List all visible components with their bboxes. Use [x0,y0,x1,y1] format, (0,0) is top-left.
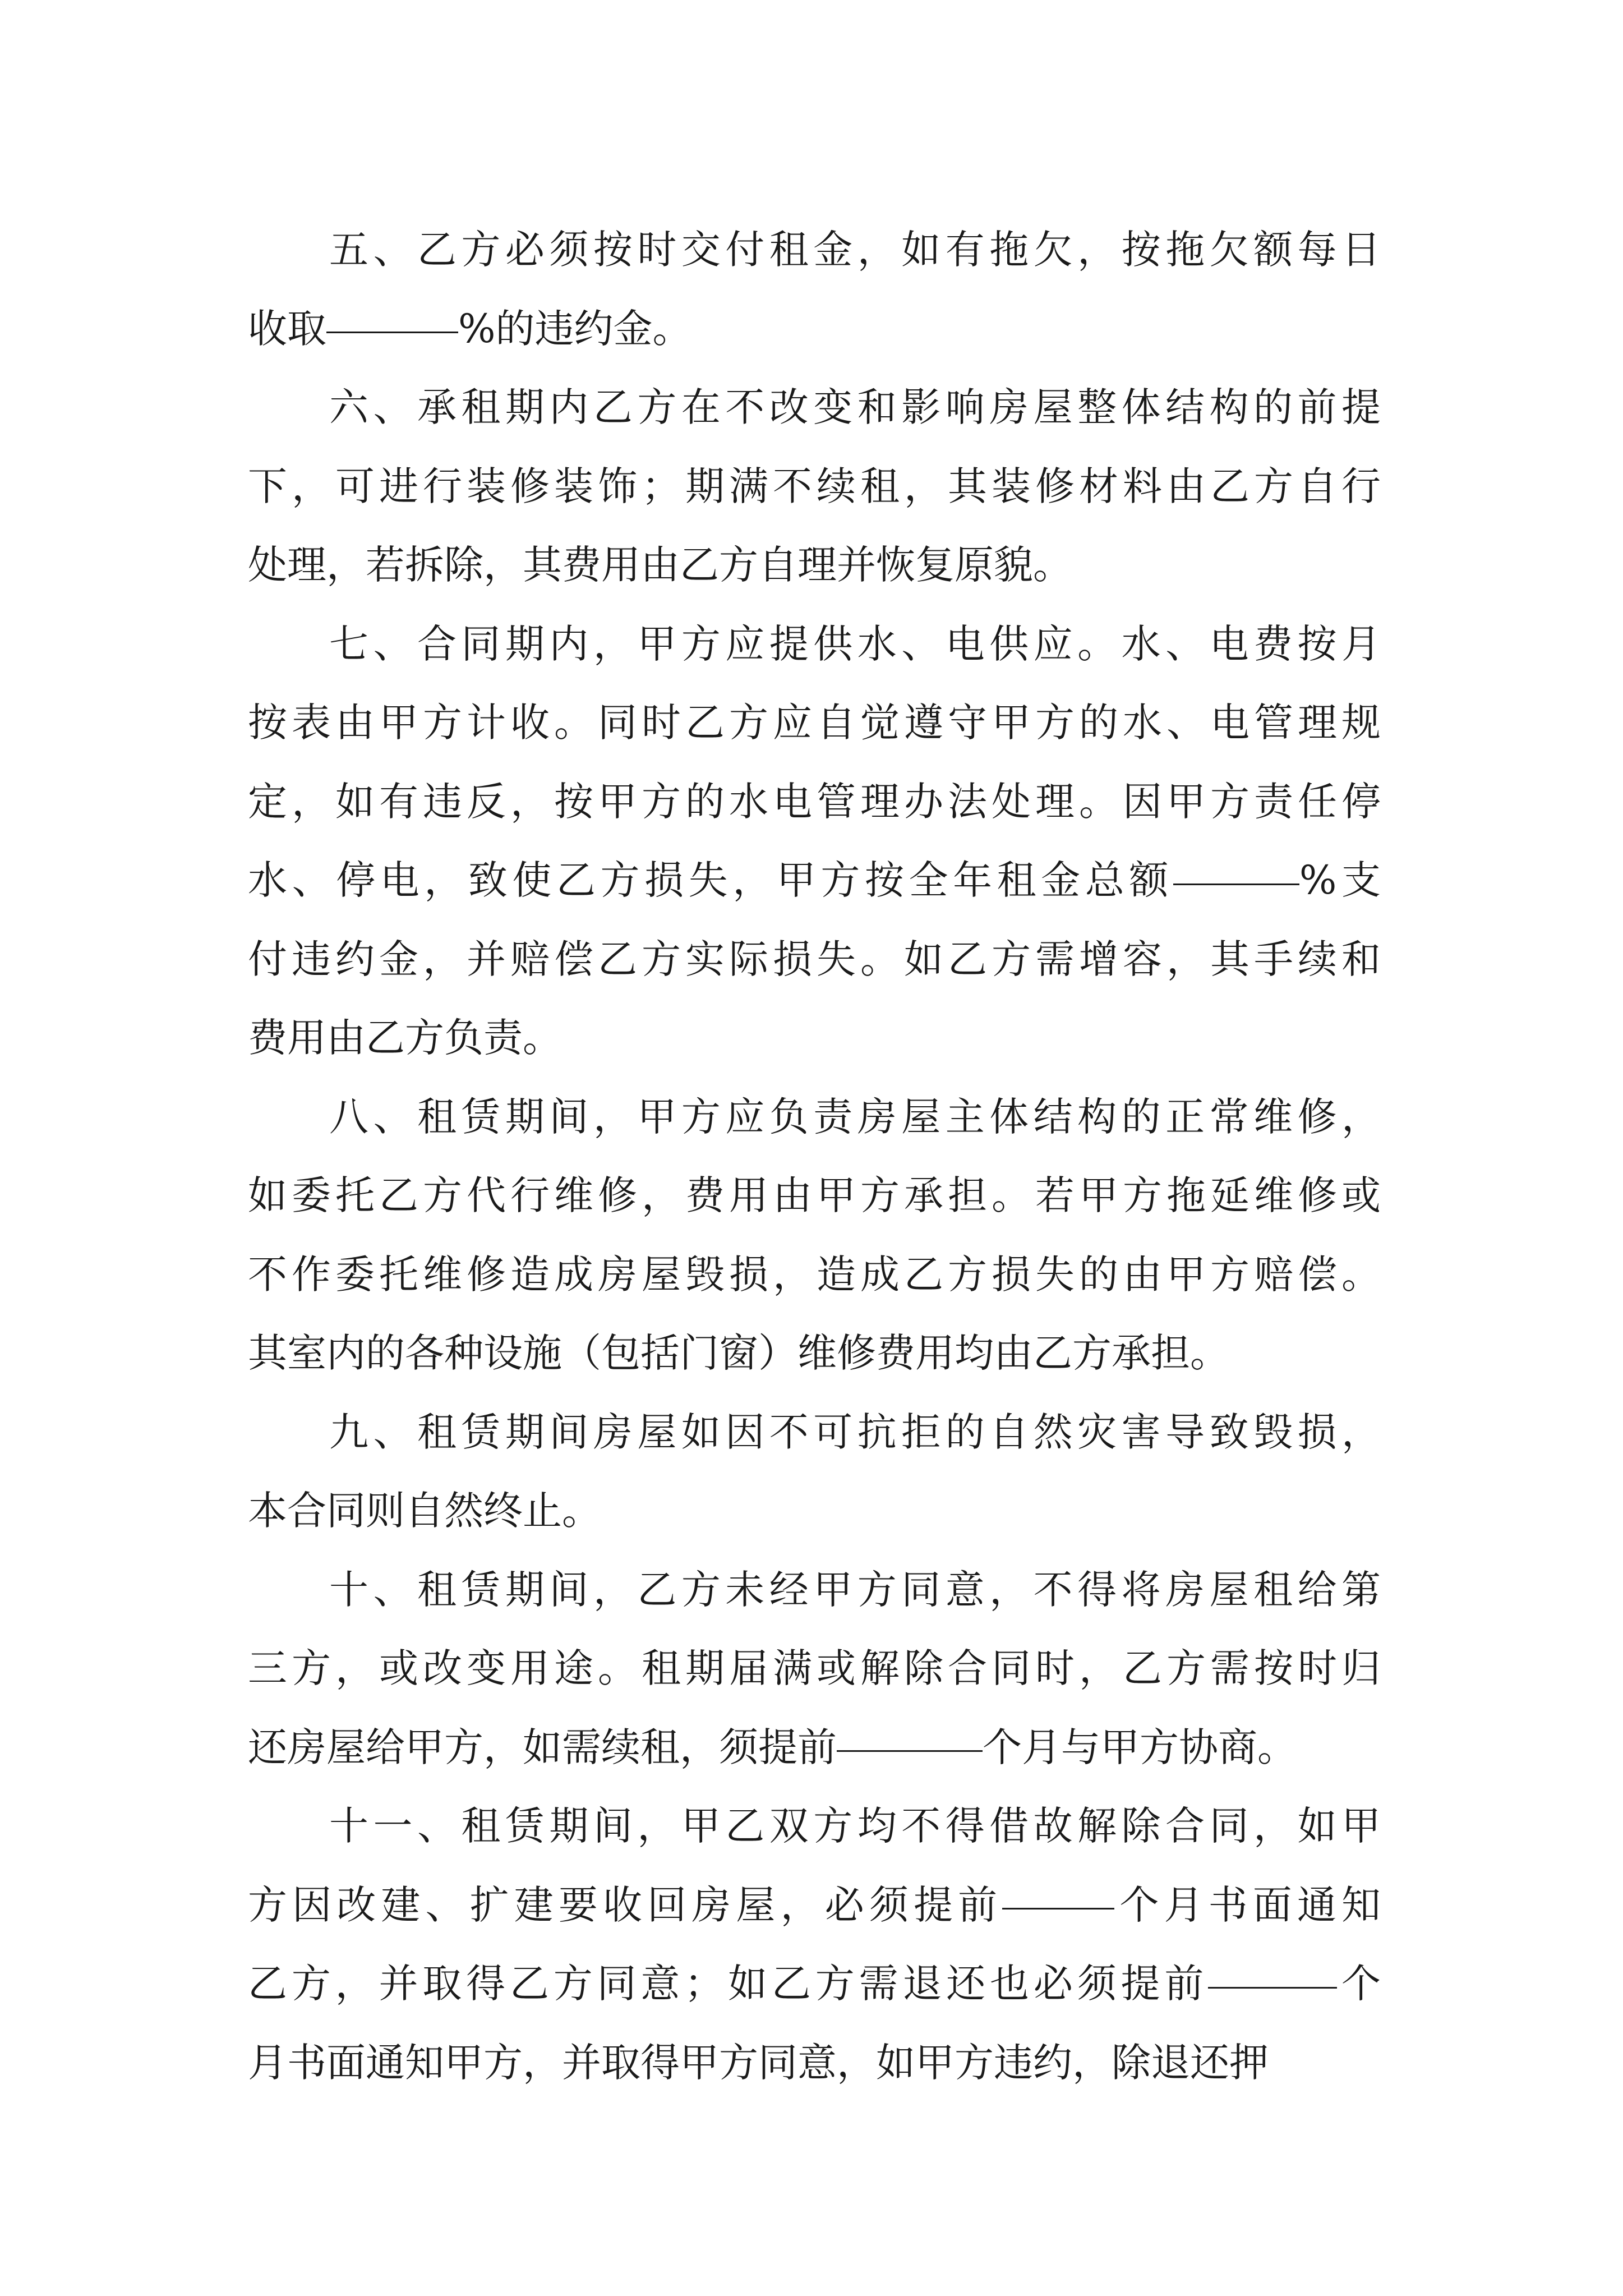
text-line [248,1393,1381,1472]
text-line [248,605,1381,684]
text-line [248,2023,1381,2102]
fill-in-blank [326,332,458,333]
text-segment: 个月与甲方协商。 [983,1724,1297,1770]
fill-in-blank [1208,1987,1337,1989]
text-segment: 方因改建、扩建要收回房屋，必须提前 [248,1881,1003,1928]
text-segment: 月书面通知甲方，并取得甲方同意，如甲方违约，除退还押 [248,2039,1269,2086]
text-segment: 本合同则自然终止。 [248,1488,601,1534]
text-segment: 付违约金，并赔偿乙方实际损失。如乙方需增容，其手续和 [248,936,1381,982]
text-segment: 如委托乙方代行维修，费用由甲方承担。若甲方拖延维修或 [248,1172,1381,1218]
text-segment: 个 [1337,1961,1381,2007]
text-segment: 十、租赁期间，乙方未经甲方同意，不得将房屋租给第 [329,1566,1381,1613]
text-line [248,1944,1381,2023]
text-line [248,447,1381,526]
text-segment: 下，可进行装修装饰；期满不续租，其装修材料由乙方自行 [248,463,1381,509]
text-segment: 乙方，并取得乙方同意；如乙方需退还也必须提前 [248,1961,1209,2007]
fill-in-blank [1002,1908,1114,1910]
text-segment: 五、乙方必须按时交付租金，如有拖欠，按拖欠额每日 [329,227,1381,273]
text-line [248,368,1381,447]
clause-p8 [248,1078,1381,1393]
text-segment: 十一、租赁期间，甲乙双方均不得借故解除合同，如甲 [329,1803,1381,1849]
clause-p10 [248,1550,1381,1787]
text-line [248,1078,1381,1157]
text-line [248,999,1381,1078]
text-line [248,841,1381,920]
text-segment: 七、合同期内，甲方应提供水、电供应。水、电费按月 [329,620,1381,667]
text-line [248,1471,1381,1550]
text-line [248,1156,1381,1235]
fill-in-blank [837,1750,983,1752]
text-segment: 定，如有违反，按甲方的水电管理办法处理。因甲方责任停 [248,778,1381,825]
clause-p11 [248,1787,1381,2102]
text-segment: %的违约金。 [458,305,692,352]
text-line [248,1314,1381,1393]
text-segment: 费用由乙方负责。 [248,1015,562,1061]
text-line [248,210,1381,289]
text-segment: 八、租赁期间，甲方应负责房屋主体结构的正常维修， [329,1093,1381,1140]
text-segment: 其室内的各种设施（包括门窗）维修费用均由乙方承担。 [248,1330,1229,1376]
text-line [248,1235,1381,1314]
contract-body [248,210,1381,2102]
text-line [248,1787,1381,1866]
text-segment: 收取 [248,305,326,352]
text-segment: 不作委托维修造成房屋毁损，造成乙方损失的由甲方赔偿。 [248,1251,1381,1297]
text-segment: 处理，若拆除，其费用由乙方自理并恢复原貌。 [248,542,1072,588]
text-line [248,1629,1381,1708]
text-segment: 个月书面通知 [1114,1881,1381,1928]
text-line [248,1708,1381,1787]
text-segment: 按表由甲方计收。同时乙方应自觉遵守甲方的水、电管理规 [248,700,1381,746]
clause-p9 [248,1393,1381,1550]
clause-p6 [248,368,1381,605]
text-line [248,1866,1381,1945]
text-line [248,1550,1381,1630]
text-segment: 九、租赁期间房屋如因不可抗拒的自然灾害导致毁损， [329,1409,1381,1455]
fill-in-blank [1173,884,1299,885]
text-segment: 水、停电，致使乙方损失，甲方按全年租金总额 [248,857,1173,903]
text-line [248,289,1381,369]
text-segment: 六、承租期内乙方在不改变和影响房屋整体结构的前提 [329,384,1381,430]
text-segment: 三方，或改变用途。租期届满或解除合同时，乙方需按时归 [248,1645,1381,1691]
text-line [248,683,1381,762]
clause-p5 [248,210,1381,368]
text-line [248,920,1381,999]
text-segment: 还房屋给甲方，如需续租，须提前 [248,1724,837,1770]
clause-p7 [248,605,1381,1078]
text-segment: %支 [1299,857,1381,903]
text-line [248,762,1381,841]
text-line [248,526,1381,605]
